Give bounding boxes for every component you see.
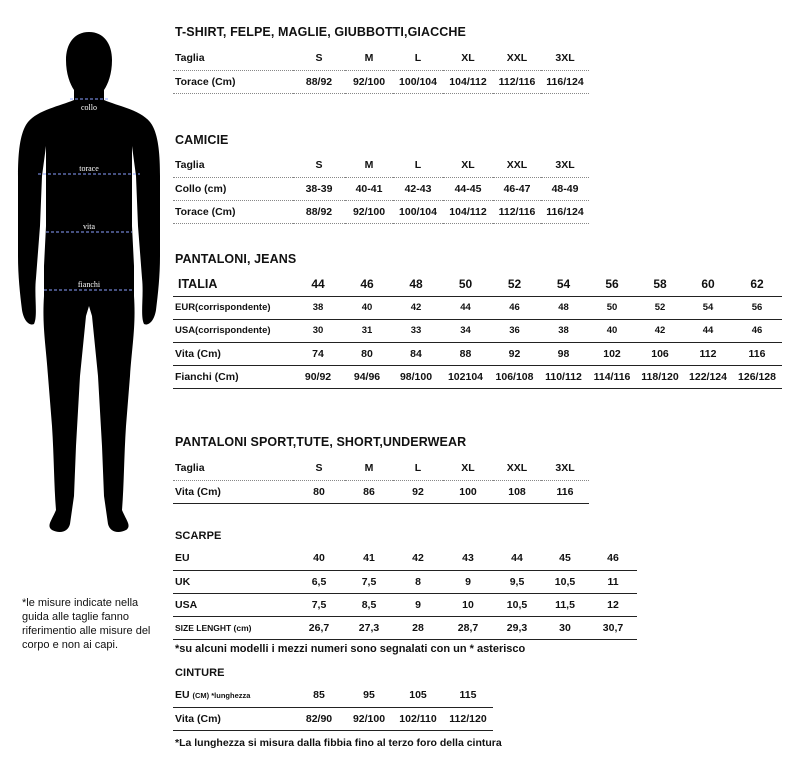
table-cell: 44-45	[443, 177, 493, 200]
table-cell: 105	[409, 689, 427, 702]
table-cell: 8	[393, 570, 443, 593]
table-row	[173, 684, 493, 707]
table-cell: 102	[588, 342, 636, 365]
table-cell: 42	[636, 319, 684, 342]
table-cell: 48	[539, 296, 588, 319]
table-cell: 88/92	[293, 70, 345, 93]
table-cell: 11,5	[541, 593, 589, 616]
table-cell: 50	[588, 296, 636, 319]
row-label: UK	[173, 570, 293, 593]
table-cell: 122/124	[684, 365, 732, 388]
row-label: USA	[173, 593, 293, 616]
header-cell: XL	[443, 47, 493, 70]
row-label: Vita (Cm)	[173, 342, 293, 365]
table-cell: 98	[539, 342, 588, 365]
header-cell: ITALIA	[173, 273, 293, 296]
table-row	[173, 570, 637, 593]
table-cell: 10	[443, 593, 493, 616]
table-cell: 42-43	[393, 177, 443, 200]
table-cell: 94/96	[343, 365, 391, 388]
table-cell: 92	[393, 480, 443, 503]
header-cell: M	[345, 154, 393, 177]
label-collo: collo	[81, 103, 97, 112]
header-cell: 44	[293, 273, 343, 296]
table-cell: 112/116	[493, 200, 541, 223]
sport-table	[173, 457, 589, 504]
header-cell: S	[293, 457, 345, 480]
table-row	[173, 342, 782, 365]
table-cell: 40	[293, 547, 345, 570]
table-cell: 115	[459, 689, 477, 702]
header-cell: L	[393, 457, 443, 480]
cinture-table	[173, 684, 493, 731]
table-cell: 100/104	[393, 70, 443, 93]
table-cell: 43	[443, 547, 493, 570]
table-cell: 34	[441, 319, 490, 342]
table-row	[173, 177, 589, 200]
table-cell: 106/108	[490, 365, 539, 388]
header-cell: 46	[343, 273, 391, 296]
row-label: Torace (Cm)	[173, 200, 293, 223]
table-cell: 80	[293, 480, 345, 503]
scarpe-note: *su alcuni modelli i mezzi numeri sono segnalati con un * asterisco	[175, 643, 526, 655]
table-cell: 95	[363, 689, 375, 702]
table-cell: 86	[345, 480, 393, 503]
table-cell: 100	[443, 480, 493, 503]
table-row	[173, 593, 637, 616]
table-cell: 74	[293, 342, 343, 365]
table-cell: 116/124	[541, 70, 589, 93]
table-cell: 40-41	[345, 177, 393, 200]
header-cell: 3XL	[541, 47, 589, 70]
table-row	[173, 547, 637, 570]
camicie-table	[173, 154, 589, 224]
table-cell: 40	[588, 319, 636, 342]
header-cell: 62	[732, 273, 782, 296]
row-label: SIZE LENGHT (cm)	[173, 616, 293, 639]
table-cell: 42	[391, 296, 441, 319]
table-cell: 42	[393, 547, 443, 570]
body-measure-footnote: *le misure indicate nella guida alle taglie fanno riferimentio alle misure del corpo e non ai capi.	[22, 597, 151, 651]
table-cell: 12	[589, 593, 637, 616]
table-cell: 9	[393, 593, 443, 616]
table-cell: 116	[541, 480, 589, 503]
table-row	[173, 200, 589, 223]
row-label: EUR(corrispondente)	[173, 296, 293, 319]
table-cell: 40	[343, 296, 391, 319]
table-cell: 27,3	[345, 616, 393, 639]
header-cell: Taglia	[173, 457, 293, 480]
header-cell: 3XL	[541, 457, 589, 480]
header-cell: Taglia	[173, 154, 293, 177]
table-cell: 88/92	[293, 200, 345, 223]
table-cell: 44	[441, 296, 490, 319]
header-cell: L	[393, 154, 443, 177]
header-cell: XL	[443, 457, 493, 480]
header-cell: 56	[588, 273, 636, 296]
row-label: Fianchi (Cm)	[173, 365, 293, 388]
table-row	[173, 319, 782, 342]
table-cell: 98/100	[391, 365, 441, 388]
table-cell: 104/112	[443, 70, 493, 93]
table-cell: 84	[391, 342, 441, 365]
table-cell: 6,5	[293, 570, 345, 593]
header-cell: 60	[684, 273, 732, 296]
row-label	[173, 684, 293, 707]
body-silhouette	[8, 26, 170, 546]
table-cell: 102104	[441, 365, 490, 388]
table-cell: 9,5	[493, 570, 541, 593]
table-cell: 28,7	[443, 616, 493, 639]
label-vita: vita	[83, 222, 95, 231]
table-cell: 31	[343, 319, 391, 342]
eu-label: EU	[175, 689, 190, 702]
table-row	[173, 365, 782, 388]
table-cell: 26,7	[293, 616, 345, 639]
table-cell: 116/124	[541, 200, 589, 223]
row-label: EU	[173, 547, 293, 570]
table-cell: 92/100	[345, 707, 393, 730]
table-cell: 30,7	[589, 616, 637, 639]
table-cell: 46	[490, 296, 539, 319]
table-cell: 30	[541, 616, 589, 639]
cinture-title: CINTURE	[175, 667, 225, 679]
label-torace: torace	[79, 164, 99, 173]
table-row	[173, 70, 589, 93]
table-cell: 92/100	[345, 200, 393, 223]
label-fianchi: fianchi	[77, 280, 101, 289]
tshirt-title: T-SHIRT, FELPE, MAGLIE, GIUBBOTTI,GIACCHE	[175, 25, 466, 39]
pantaloni-table	[173, 273, 782, 389]
table-cell: 108	[493, 480, 541, 503]
tshirt-table	[173, 47, 589, 94]
table-row	[173, 616, 637, 639]
table-cell: 10,5	[541, 570, 589, 593]
table-cell: 46-47	[493, 177, 541, 200]
table-cell: 112/120	[443, 707, 493, 730]
header-cell: XL	[443, 154, 493, 177]
table-cell: 80	[343, 342, 391, 365]
table-cell: 7,5	[293, 593, 345, 616]
row-label: Collo (cm)	[173, 177, 293, 200]
table-row	[173, 296, 782, 319]
header-cell: L	[393, 47, 443, 70]
table-cell: 114/116	[588, 365, 636, 388]
table-cell: 112	[684, 342, 732, 365]
table-cell: 104/112	[443, 200, 493, 223]
table-header-row	[173, 154, 589, 177]
table-cell: 38-39	[293, 177, 345, 200]
table-cell: 54	[684, 296, 732, 319]
table-cell: 48-49	[541, 177, 589, 200]
row-label: Vita (Cm)	[173, 480, 293, 503]
table-cell: 41	[345, 547, 393, 570]
row-label: USA(corrispondente)	[173, 319, 293, 342]
table-cell: 30	[293, 319, 343, 342]
header-cell: S	[293, 47, 345, 70]
table-cell: 126/128	[732, 365, 782, 388]
row-label: Vita (Cm)	[173, 707, 293, 730]
table-cell: 116	[732, 342, 782, 365]
header-cell: M	[345, 457, 393, 480]
sport-title: PANTALONI SPORT,TUTE, SHORT,UNDERWEAR	[175, 435, 467, 449]
pantaloni-title: PANTALONI, JEANS	[175, 252, 297, 266]
scarpe-title: SCARPE	[175, 530, 222, 542]
table-cell: 7,5	[345, 570, 393, 593]
table-cell: 36	[490, 319, 539, 342]
scarpe-table	[173, 547, 637, 640]
header-cell: 50	[441, 273, 490, 296]
table-cell: 118/120	[636, 365, 684, 388]
table-cell: 106	[636, 342, 684, 365]
table-cell: 10,5	[493, 593, 541, 616]
table-cell: 29,3	[493, 616, 541, 639]
table-cell: 92/100	[345, 70, 393, 93]
table-cell: 38	[293, 296, 343, 319]
header-cell: XXL	[493, 457, 541, 480]
table-header-row	[173, 47, 589, 70]
table-cell: 45	[541, 547, 589, 570]
table-cell: 33	[391, 319, 441, 342]
header-cell: 58	[636, 273, 684, 296]
table-cell: 46	[589, 547, 637, 570]
table-cell: 110/112	[539, 365, 588, 388]
table-cell: 56	[732, 296, 782, 319]
table-cell: 9	[443, 570, 493, 593]
table-row	[173, 480, 589, 503]
header-cell: 54	[539, 273, 588, 296]
header-cell: M	[345, 47, 393, 70]
header-cell: XXL	[493, 154, 541, 177]
table-cell: 8,5	[345, 593, 393, 616]
table-cell: 82/90	[293, 707, 345, 730]
table-cell: 44	[684, 319, 732, 342]
table-cell: 92	[490, 342, 539, 365]
table-cell: 38	[539, 319, 588, 342]
header-cell: 3XL	[541, 154, 589, 177]
header-cell: Taglia	[173, 47, 293, 70]
table-cell: 102/110	[393, 707, 443, 730]
eu-label-small: (CM) *lunghezza	[192, 691, 251, 701]
header-cell: 48	[391, 273, 441, 296]
table-row	[173, 707, 493, 730]
row-label: Torace (Cm)	[173, 70, 293, 93]
table-cell: 88	[441, 342, 490, 365]
table-cell: 85	[313, 689, 325, 702]
table-cell: 112/116	[493, 70, 541, 93]
table-cell: 90/92	[293, 365, 343, 388]
table-header-row	[173, 273, 782, 296]
table-cell: 28	[393, 616, 443, 639]
table-cell: 52	[636, 296, 684, 319]
header-cell: S	[293, 154, 345, 177]
table-cell: 44	[493, 547, 541, 570]
cinture-note: *La lunghezza si misura dalla fibbia fino al terzo foro della cintura	[175, 737, 502, 749]
table-cell: 46	[732, 319, 782, 342]
camicie-title: CAMICIE	[175, 133, 229, 147]
header-cell: 52	[490, 273, 539, 296]
header-cell: XXL	[493, 47, 541, 70]
table-cell: 100/104	[393, 200, 443, 223]
table-cell: 11	[589, 570, 637, 593]
table-header-row	[173, 457, 589, 480]
